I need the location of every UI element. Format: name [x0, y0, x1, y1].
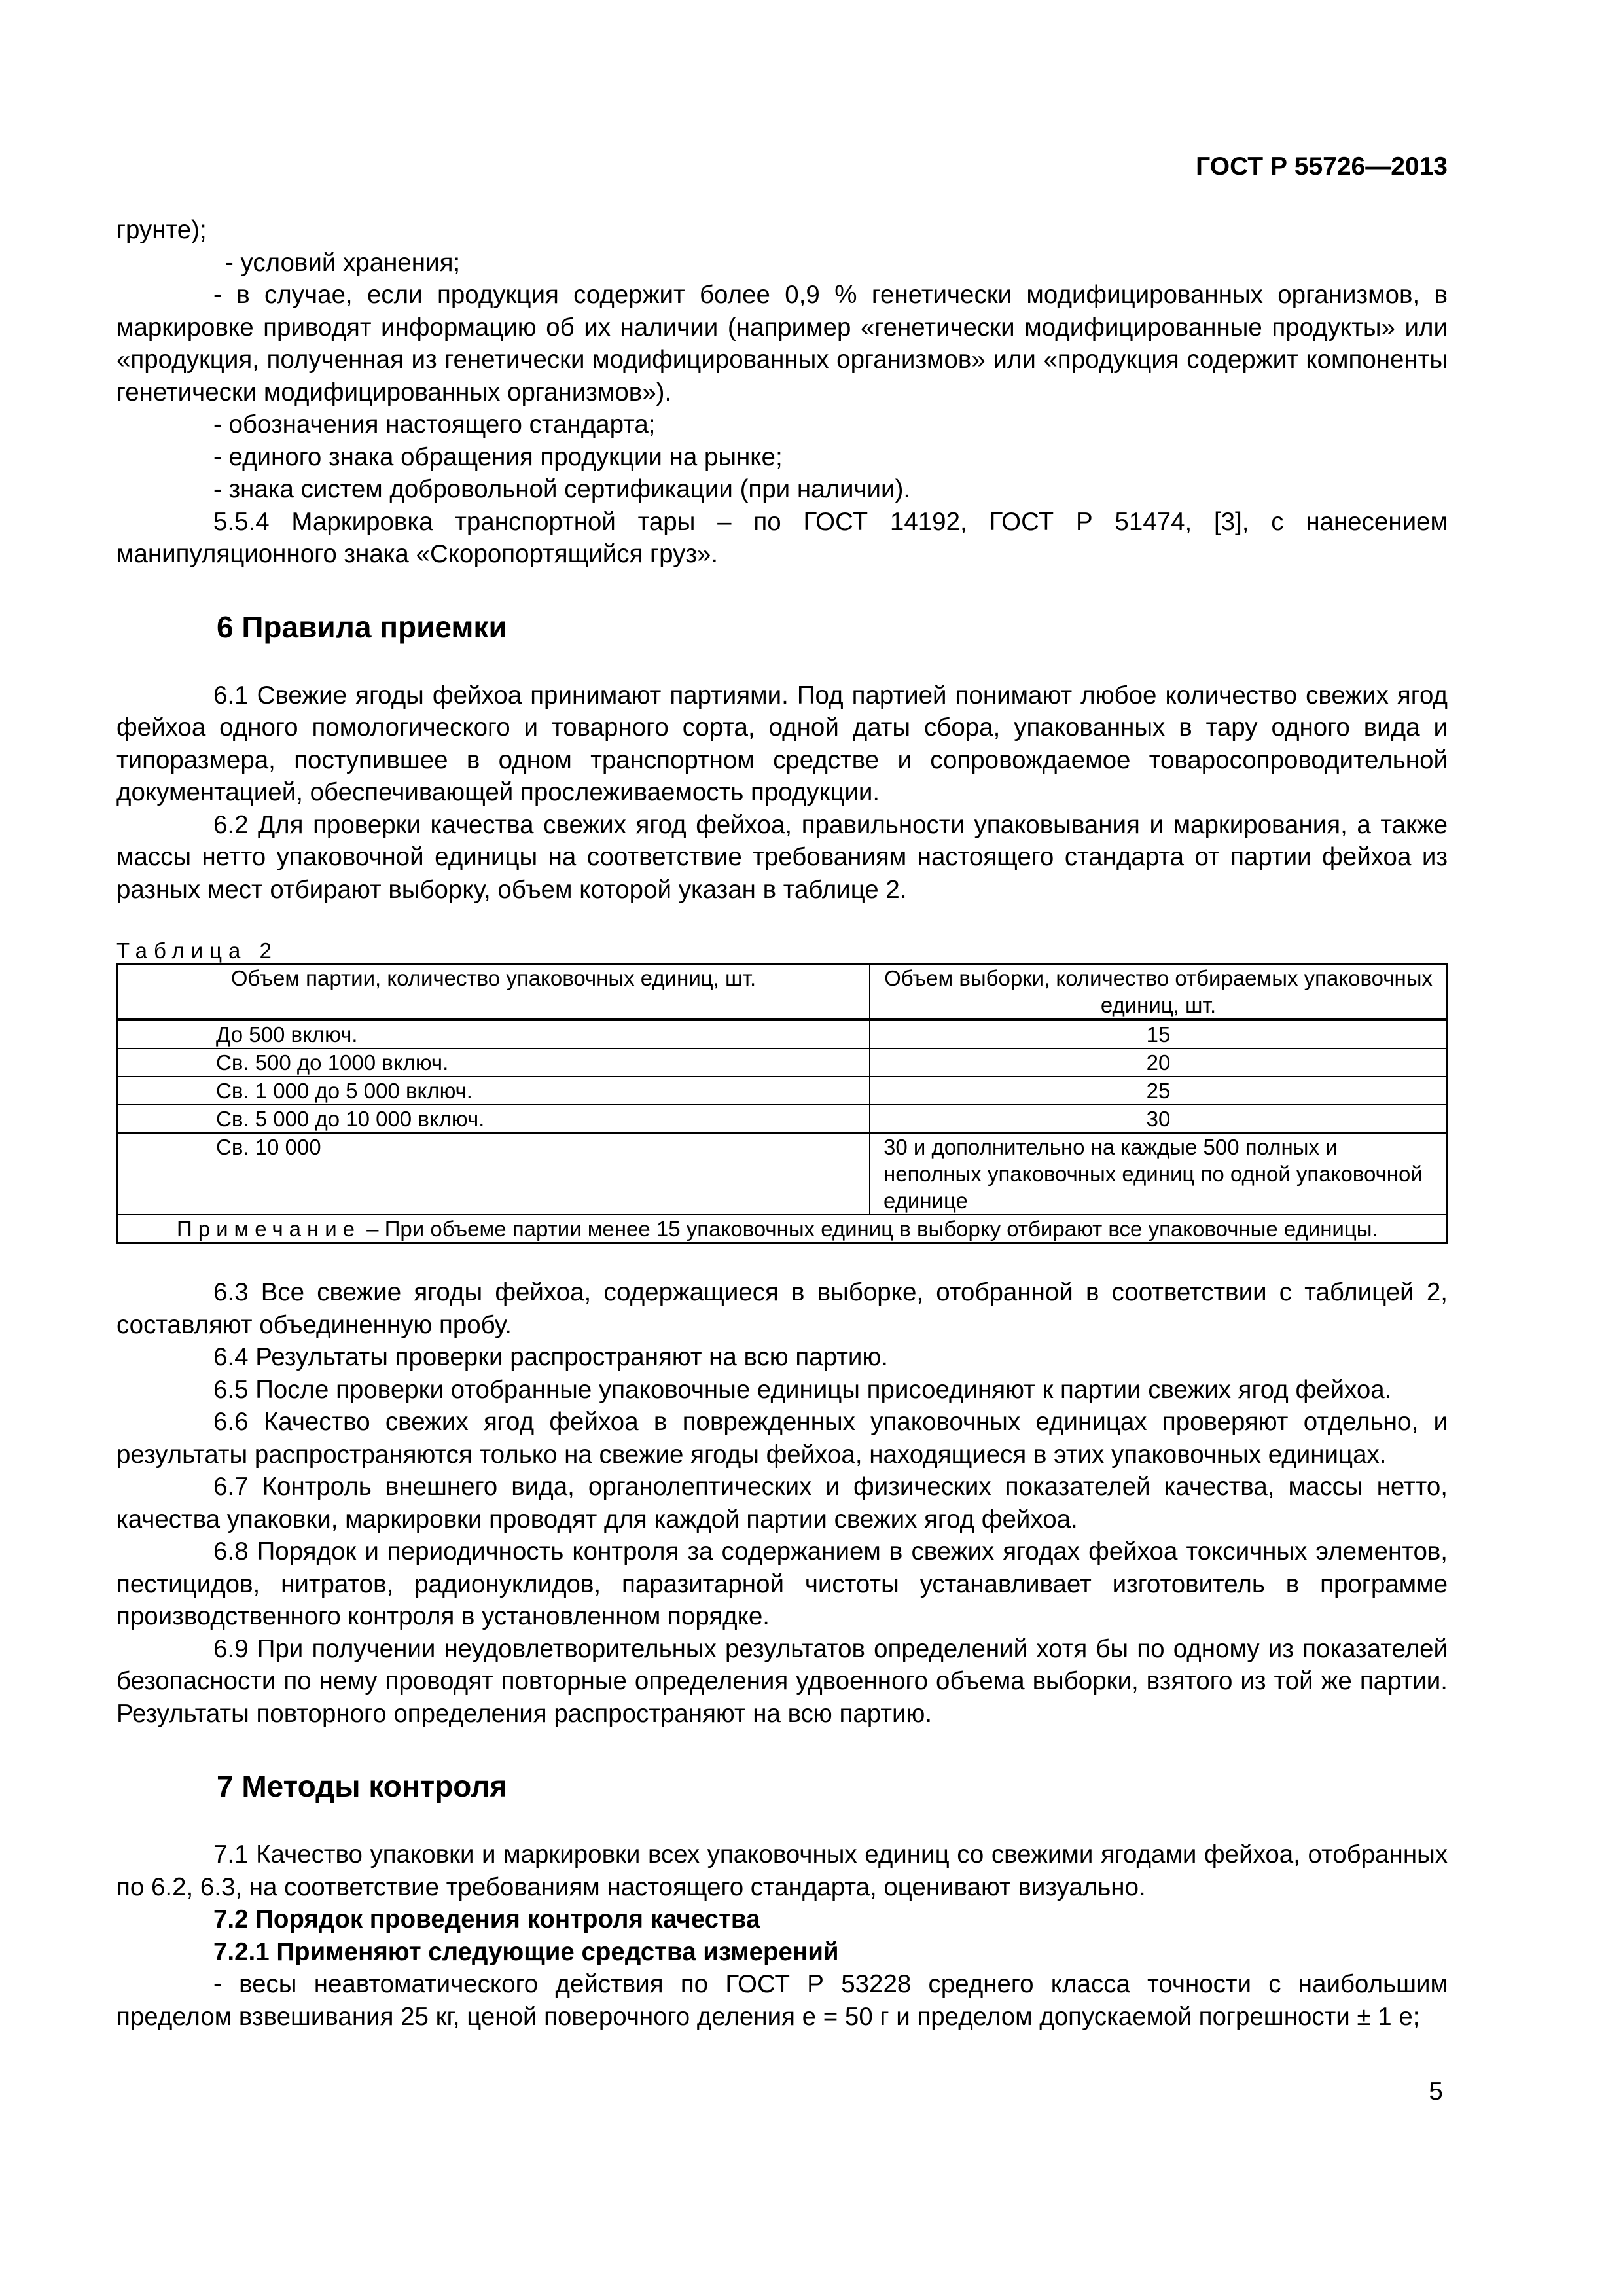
table-cell: Св. 1 000 до 5 000 включ. [117, 1077, 870, 1105]
section-heading: 6 Правила приемки [217, 609, 507, 644]
paragraph: 6.4 Результаты проверки распространяют на всю партию. [213, 1343, 888, 1371]
table-cell: 25 [870, 1077, 1447, 1105]
table-row [117, 1077, 1447, 1105]
document-header: ГОСТ Р 55726—2013 [1196, 152, 1448, 181]
table-cell: 30 и дополнительно на каждые 500 полных и неполных упаковочных единиц по одной упаковочной единице [870, 1133, 1447, 1215]
table-cell: Св. 5 000 до 10 000 включ. [117, 1105, 870, 1133]
paragraph: 6.7 Контроль внешнего вида, органолептических и физических показателей качества, массы нетто, качества упаковки, маркировки проводят для каждой партии свежих ягод фейхоа. [116, 1473, 1448, 1534]
paragraph: 5.5.4 Маркировка транспортной тары – по ГОСТ 14192, ГОСТ Р 51474, [3], с нанесением манипуляционного знака «Скоропортящийся груз». [116, 507, 1448, 568]
table-header-cell: Объем выборки, количество отбираемых упаковочных единиц, шт. [870, 964, 1447, 1020]
paragraph: - в случае, если продукция содержит более 0,9 % генетически модифицированных организмов, в маркировке приводят информацию об их наличии (например «генетически модифицированные продукты» или «продукция, полученная из генетически модифицированных организмов» или «продукция содержит компоненты генетически модифицированных организмов»). [116, 281, 1448, 406]
paragraph: 6.6 Качество свежих ягод фейхоа в поврежденных упаковочных единицах проверяют отдельно, и результаты распространяются только на свежие ягоды фейхоа, находящиеся в этих упаковочных единицах. [116, 1408, 1448, 1469]
page-content [116, 214, 1448, 2033]
paragraph: - весы неавтоматического действия по ГОСТ Р 53228 среднего класса точности с наибольшим пределом взвешивания 25 кг, ценой поверочного деления e = 50 г и пределом допускаемой погрешности ± 1 e; [116, 1970, 1448, 2031]
table-cell: 15 [870, 1020, 1447, 1049]
table-row [117, 1133, 1447, 1215]
page-number: 5 [1429, 2077, 1443, 2106]
table-row [117, 1049, 1447, 1077]
paragraph: 6.3 Все свежие ягоды фейхоа, содержащиеся в выборке, отобранной в соответствии с таблицей 2, составляют объединенную пробу. [116, 1278, 1448, 1339]
list-item: - знака систем добровольной сертификации (при наличии). [213, 475, 911, 503]
table-cell: До 500 включ. [117, 1020, 870, 1049]
paragraph: грунте); [116, 216, 207, 244]
table-header-row [117, 964, 1447, 1020]
paragraph: 6.9 При получении неудовлетворительных результатов определений хотя бы по одному из показателей безопасности по нему проводят повторные определения удвоенного объема выборки, взятого из той же партии. Результаты повторного определения распространяют на всю партию. [116, 1634, 1448, 1728]
paragraph: 6.5 После проверки отобранные упаковочные единицы присоединяют к партии свежих ягод фейхоа. [213, 1375, 1392, 1404]
subsection-heading: 7.2 Порядок проведения контроля качества [213, 1905, 760, 1933]
table-row [117, 1020, 1447, 1049]
paragraph: 7.1 Качество упаковки и маркировки всех упаковочных единиц со свежими ягодами фейхоа, отобранных по 6.2, 6.3, на соответствие требованиям настоящего стандарта, оценивают визуально. [116, 1840, 1448, 1901]
list-item: - обозначения настоящего стандарта; [213, 410, 656, 439]
list-item: - единого знака обращения продукции на рынке; [213, 442, 783, 471]
table-caption: Таблица 2 [116, 939, 278, 963]
table-row [117, 1105, 1447, 1133]
note-label: Примечание [177, 1217, 361, 1241]
table-cell: Св. 500 до 1000 включ. [117, 1049, 870, 1077]
paragraph: 6.2 Для проверки качества свежих ягод фейхоа, правильности упаковывания и маркирования, а также массы нетто упаковочной единицы на соответствие требованиям настоящего стандарта от партии фейхоа из разных мест отбирают выборку, объем которой указан в таблице 2. [116, 810, 1448, 904]
sample-size-table [116, 963, 1448, 1244]
subsection-heading: 7.2.1 Применяют следующие средства измерений [213, 1937, 839, 1966]
table-header-cell: Объем партии, количество упаковочных единиц, шт. [117, 964, 870, 1020]
table-cell: 30 [870, 1105, 1447, 1133]
table-cell: 20 [870, 1049, 1447, 1077]
list-item: - условий хранения; [225, 248, 461, 277]
table-cell: Св. 10 000 [117, 1133, 870, 1215]
paragraph: 6.1 Свежие ягоды фейхоа принимают партиями. Под партией понимают любое количество свежих ягод фейхоа одного помологического и товарного сорта, одной даты сбора, упакованных в тару одного вида и типоразмера, поступившее в одном транспортном средстве и сопровождаемое товаросопроводительной документацией, обеспечивающей прослеживаемость продукции. [116, 681, 1448, 806]
section-heading: 7 Методы контроля [217, 1769, 508, 1803]
paragraph: 6.8 Порядок и периодичность контроля за содержанием в свежих ягодах фейхоа токсичных элементов, пестицидов, нитратов, радионуклидов, паразитарной чистоты устанавливает изготовитель в программе производственного контроля в установленном порядке. [116, 1537, 1448, 1630]
note-text: – При объеме партии менее 15 упаковочных единиц в выборку отбирают все упаковочные единицы. [361, 1217, 1378, 1241]
table-note [117, 1215, 1447, 1243]
table-note-row [117, 1215, 1447, 1243]
